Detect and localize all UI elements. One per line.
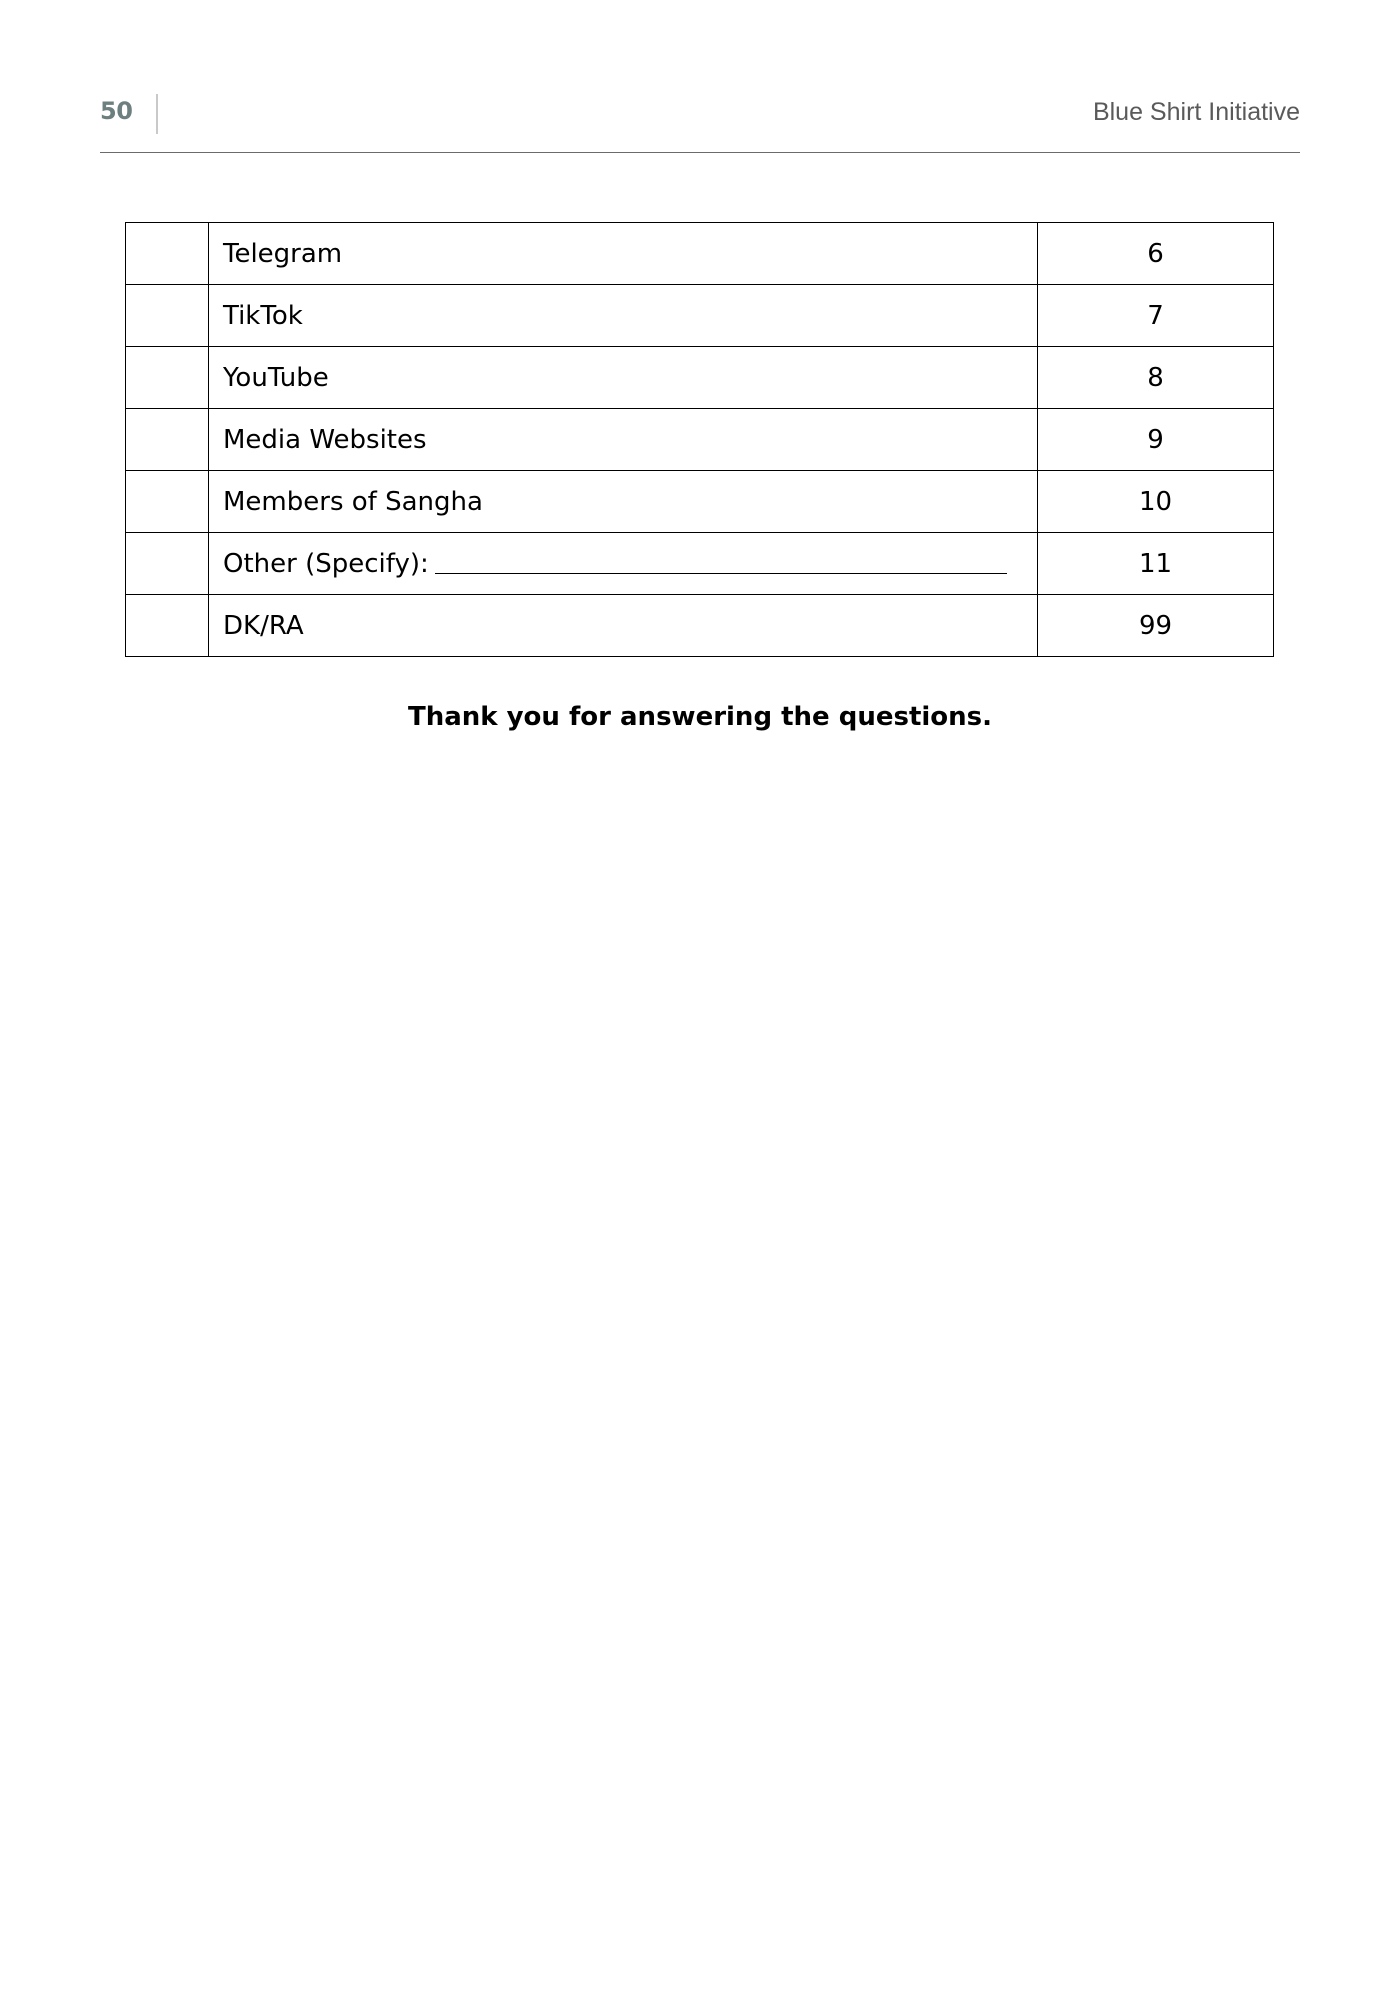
table-row — [126, 533, 1274, 595]
table-row — [126, 595, 1274, 657]
option-label: YouTube — [209, 347, 1038, 409]
page-number: 50 — [100, 97, 133, 125]
option-code: 11 — [1038, 533, 1274, 595]
option-label: Telegram — [209, 223, 1038, 285]
specify-input-line[interactable] — [435, 572, 1007, 574]
checkbox-cell[interactable] — [126, 595, 209, 657]
checkbox-cell[interactable] — [126, 533, 209, 595]
option-code: 8 — [1038, 347, 1274, 409]
option-label: Other (Specify): — [223, 548, 429, 579]
table-row — [126, 347, 1274, 409]
option-code: 99 — [1038, 595, 1274, 657]
checkbox-cell[interactable] — [126, 223, 209, 285]
table-row — [126, 223, 1274, 285]
option-label-other — [209, 533, 1038, 595]
response-options-table — [125, 222, 1274, 657]
option-code: 10 — [1038, 471, 1274, 533]
checkbox-cell[interactable] — [126, 347, 209, 409]
table-row — [126, 471, 1274, 533]
checkbox-cell[interactable] — [126, 471, 209, 533]
option-label: DK/RA — [209, 595, 1038, 657]
document-title: Blue Shirt Initiative — [1092, 98, 1300, 126]
table-row — [126, 285, 1274, 347]
option-label: Media Websites — [209, 409, 1038, 471]
option-label: TikTok — [209, 285, 1038, 347]
option-code: 6 — [1038, 223, 1274, 285]
closing-message: Thank you for answering the questions. — [407, 702, 993, 732]
page-header — [100, 92, 1300, 153]
checkbox-cell[interactable] — [126, 285, 209, 347]
header-divider — [156, 94, 158, 134]
checkbox-cell[interactable] — [126, 409, 209, 471]
table-row — [126, 409, 1274, 471]
option-code: 7 — [1038, 285, 1274, 347]
option-code: 9 — [1038, 409, 1274, 471]
option-label: Members of Sangha — [209, 471, 1038, 533]
